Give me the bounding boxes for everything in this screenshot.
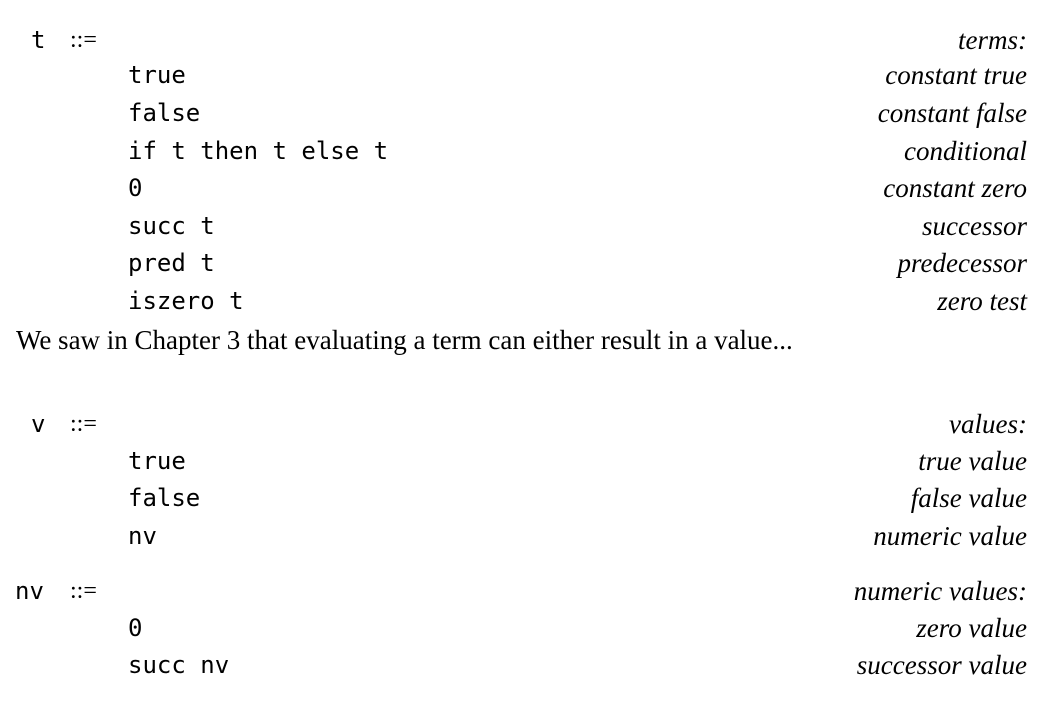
production-description: successor value bbox=[856, 650, 1027, 680]
grammar-production-row bbox=[0, 208, 1056, 244]
production-description: false value bbox=[910, 483, 1027, 513]
grammar-production-row bbox=[0, 95, 1056, 131]
production-description: zero test bbox=[937, 286, 1027, 316]
production-description: successor bbox=[922, 211, 1027, 241]
grammar-production-row bbox=[0, 610, 1056, 646]
production-syntax: false bbox=[128, 484, 201, 512]
production-description: constant zero bbox=[883, 173, 1027, 203]
production-description: zero value bbox=[916, 613, 1027, 643]
category-label: terms: bbox=[958, 25, 1027, 55]
production-description: predecessor bbox=[897, 248, 1027, 278]
grammar-production-row bbox=[0, 647, 1056, 683]
nonterminal-symbol: t bbox=[31, 26, 46, 54]
grammar-production-row bbox=[0, 518, 1056, 554]
category-label: numeric values: bbox=[853, 576, 1027, 606]
production-syntax: succ t bbox=[128, 212, 215, 240]
grammar-production-row bbox=[0, 245, 1056, 281]
body-paragraph: We saw in Chapter 3 that evaluating a term can either result in a value... bbox=[16, 325, 793, 355]
production-operator: ::= bbox=[70, 27, 97, 53]
nonterminal-symbol: v bbox=[31, 410, 46, 438]
production-operator: ::= bbox=[70, 578, 97, 604]
production-syntax: false bbox=[128, 99, 201, 127]
grammar-production-row bbox=[0, 443, 1056, 479]
category-label: values: bbox=[949, 409, 1027, 439]
production-syntax: nv bbox=[128, 522, 157, 550]
production-description: conditional bbox=[904, 136, 1027, 166]
grammar-production-row bbox=[0, 170, 1056, 206]
production-description: constant false bbox=[877, 98, 1027, 128]
grammar-production-row bbox=[0, 480, 1056, 516]
production-syntax: true bbox=[128, 447, 186, 475]
production-description: numeric value bbox=[873, 521, 1027, 551]
nonterminal-symbol: nv bbox=[15, 577, 44, 605]
grammar-production-row bbox=[0, 283, 1056, 319]
grammar-production-row bbox=[0, 133, 1056, 169]
production-description: true value bbox=[918, 446, 1027, 476]
production-syntax: 0 bbox=[128, 614, 143, 642]
grammar-header-numeric-values bbox=[0, 573, 1056, 609]
production-syntax: true bbox=[128, 61, 186, 89]
grammar-header-values bbox=[0, 406, 1056, 442]
production-syntax: succ nv bbox=[128, 651, 230, 679]
production-operator: ::= bbox=[70, 411, 97, 437]
production-syntax: if t then t else t bbox=[128, 137, 389, 165]
production-syntax: iszero t bbox=[128, 287, 244, 315]
production-syntax: 0 bbox=[128, 174, 143, 202]
grammar-production-row bbox=[0, 57, 1056, 93]
production-syntax: pred t bbox=[128, 249, 215, 277]
production-description: constant true bbox=[885, 60, 1027, 90]
grammar-header-terms bbox=[0, 22, 1056, 58]
